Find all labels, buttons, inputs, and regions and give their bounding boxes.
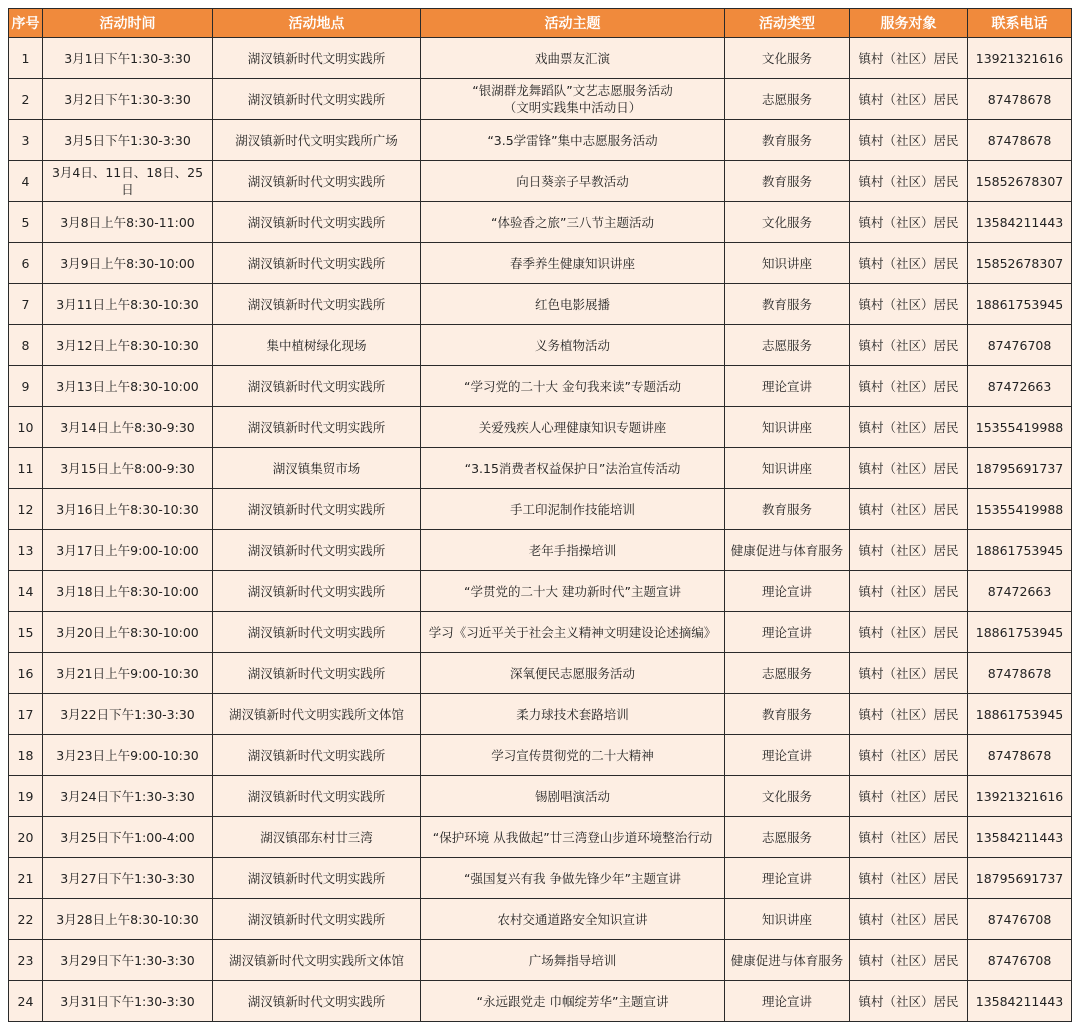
cell-place: 湖汊镇新时代文明实践所	[213, 489, 421, 530]
header-phone: 联系电话	[968, 9, 1072, 38]
table-row	[9, 940, 1072, 981]
cell-phone: 13584211443	[968, 202, 1072, 243]
header-time: 活动时间	[43, 9, 213, 38]
table-row	[9, 161, 1072, 202]
cell-index: 15	[9, 612, 43, 653]
cell-index: 3	[9, 120, 43, 161]
cell-index: 13	[9, 530, 43, 571]
cell-place: 湖汊镇集贸市场	[213, 448, 421, 489]
cell-target: 镇村（社区）居民	[850, 817, 968, 858]
cell-topic	[421, 284, 725, 325]
cell-phone: 87476708	[968, 325, 1072, 366]
cell-type: 理论宣讲	[725, 571, 850, 612]
cell-time-line: 3月8日上午8:30-11:00	[60, 214, 195, 230]
cell-index: 18	[9, 735, 43, 776]
cell-place: 湖汊镇新时代文明实践所	[213, 776, 421, 817]
table-row	[9, 448, 1072, 489]
cell-topic-line: “3.15消费者权益保护日”法治宣传活动	[464, 460, 681, 476]
cell-phone: 15852678307	[968, 161, 1072, 202]
cell-topic-line: “银湖群龙舞蹈队”文艺志愿服务活动	[472, 83, 673, 98]
table-row	[9, 981, 1072, 1022]
cell-type: 志愿服务	[725, 817, 850, 858]
cell-time-line: 3月4日、11日、18日、25	[51, 165, 204, 180]
cell-topic	[421, 735, 725, 776]
cell-time	[43, 571, 213, 612]
cell-type: 知识讲座	[725, 899, 850, 940]
cell-topic-line: “永远跟党走 巾帼绽芳华”主题宣讲	[476, 993, 669, 1009]
cell-time	[43, 243, 213, 284]
cell-phone: 15355419988	[968, 489, 1072, 530]
cell-target: 镇村（社区）居民	[850, 161, 968, 202]
cell-topic-line: “保护环境 从我做起”廿三湾登山步道环境整治行动	[432, 829, 713, 845]
cell-time	[43, 38, 213, 79]
cell-place: 湖汊镇新时代文明实践所	[213, 38, 421, 79]
cell-phone: 13584211443	[968, 981, 1072, 1022]
cell-index: 20	[9, 817, 43, 858]
cell-topic	[421, 571, 725, 612]
cell-type: 教育服务	[725, 120, 850, 161]
cell-time-line: 3月20日上午8:30-10:00	[56, 624, 199, 640]
cell-topic-line: 农村交通道路安全知识宣讲	[497, 911, 648, 927]
cell-time-line: 3月13日上午8:30-10:00	[56, 378, 199, 394]
cell-time-line: 日	[121, 182, 134, 197]
cell-type: 志愿服务	[725, 653, 850, 694]
cell-phone: 87478678	[968, 653, 1072, 694]
cell-topic-line: 柔力球技术套路培训	[516, 706, 629, 722]
cell-type: 志愿服务	[725, 79, 850, 120]
cell-topic-line: “学习党的二十大 金句我来读”专题活动	[464, 378, 681, 394]
cell-time	[43, 858, 213, 899]
cell-type: 教育服务	[725, 284, 850, 325]
cell-index: 17	[9, 694, 43, 735]
cell-time-line: 3月27日下午1:30-3:30	[60, 870, 195, 886]
cell-type: 理论宣讲	[725, 981, 850, 1022]
table-row	[9, 243, 1072, 284]
cell-time-line: 3月9日上午8:30-10:00	[60, 255, 195, 271]
cell-type: 理论宣讲	[725, 858, 850, 899]
cell-topic-line: 向日葵亲子早教活动	[516, 173, 629, 189]
cell-target: 镇村（社区）居民	[850, 653, 968, 694]
cell-type: 健康促进与体育服务	[725, 940, 850, 981]
cell-topic	[421, 858, 725, 899]
cell-place: 湖汊镇新时代文明实践所	[213, 243, 421, 284]
cell-type: 文化服务	[725, 202, 850, 243]
cell-time-line: 3月24日下午1:30-3:30	[60, 788, 195, 804]
cell-index: 16	[9, 653, 43, 694]
cell-place: 湖汊镇新时代文明实践所	[213, 653, 421, 694]
cell-time	[43, 366, 213, 407]
table-row	[9, 489, 1072, 530]
cell-target: 镇村（社区）居民	[850, 571, 968, 612]
cell-phone: 18861753945	[968, 284, 1072, 325]
cell-index: 21	[9, 858, 43, 899]
cell-time	[43, 530, 213, 571]
cell-place: 湖汊镇新时代文明实践所	[213, 858, 421, 899]
cell-place: 湖汊镇新时代文明实践所	[213, 161, 421, 202]
cell-index: 5	[9, 202, 43, 243]
cell-time-line: 3月15日上午8:00-9:30	[60, 460, 195, 476]
table-header-row	[9, 9, 1072, 38]
cell-index: 7	[9, 284, 43, 325]
table-row	[9, 530, 1072, 571]
cell-topic-line: 春季养生健康知识讲座	[509, 255, 635, 271]
cell-time	[43, 489, 213, 530]
cell-index: 11	[9, 448, 43, 489]
cell-phone: 13921321616	[968, 776, 1072, 817]
cell-time	[43, 817, 213, 858]
cell-topic-line: 锡剧唱演活动	[534, 788, 610, 804]
cell-phone: 13584211443	[968, 817, 1072, 858]
cell-index: 24	[9, 981, 43, 1022]
cell-index: 4	[9, 161, 43, 202]
cell-type: 理论宣讲	[725, 366, 850, 407]
table-row	[9, 120, 1072, 161]
cell-phone: 15355419988	[968, 407, 1072, 448]
header-index: 序号	[9, 9, 43, 38]
cell-time-line: 3月31日下午1:30-3:30	[60, 993, 195, 1009]
cell-time	[43, 694, 213, 735]
cell-type: 教育服务	[725, 161, 850, 202]
cell-topic-line: 学习《习近平关于社会主义精神文明建设论述摘编》	[428, 624, 717, 640]
cell-index: 1	[9, 38, 43, 79]
cell-place: 湖汊镇新时代文明实践所	[213, 571, 421, 612]
cell-type: 教育服务	[725, 489, 850, 530]
cell-topic-line: “强国复兴有我 争做先锋少年”主题宣讲	[464, 870, 681, 886]
table-row	[9, 817, 1072, 858]
cell-time	[43, 284, 213, 325]
cell-time	[43, 325, 213, 366]
cell-topic-line: （文明实践集中活动日）	[503, 100, 642, 115]
cell-phone: 87478678	[968, 735, 1072, 776]
cell-topic	[421, 981, 725, 1022]
cell-type: 知识讲座	[725, 407, 850, 448]
cell-time	[43, 653, 213, 694]
cell-time	[43, 735, 213, 776]
cell-phone: 18861753945	[968, 530, 1072, 571]
cell-time-line: 3月25日下午1:00-4:00	[60, 829, 195, 845]
cell-time	[43, 776, 213, 817]
cell-index: 23	[9, 940, 43, 981]
cell-time-line: 3月28日上午8:30-10:30	[56, 911, 199, 927]
cell-type: 文化服务	[725, 776, 850, 817]
table-row	[9, 694, 1072, 735]
table-row	[9, 325, 1072, 366]
cell-topic	[421, 202, 725, 243]
cell-phone: 87478678	[968, 79, 1072, 120]
cell-topic-line: 深氧便民志愿服务活动	[509, 665, 635, 681]
cell-target: 镇村（社区）居民	[850, 79, 968, 120]
cell-target: 镇村（社区）居民	[850, 38, 968, 79]
cell-index: 9	[9, 366, 43, 407]
cell-topic	[421, 161, 725, 202]
cell-time	[43, 79, 213, 120]
cell-topic	[421, 530, 725, 571]
cell-type: 理论宣讲	[725, 612, 850, 653]
cell-target: 镇村（社区）居民	[850, 694, 968, 735]
cell-topic	[421, 653, 725, 694]
cell-target: 镇村（社区）居民	[850, 981, 968, 1022]
cell-time-line: 3月16日上午8:30-10:30	[56, 501, 199, 517]
header-topic: 活动主题	[421, 9, 725, 38]
table-row	[9, 858, 1072, 899]
cell-topic	[421, 448, 725, 489]
cell-topic-line: 广场舞指导培训	[528, 952, 617, 968]
cell-time-line: 3月11日上午8:30-10:30	[56, 296, 199, 312]
cell-target: 镇村（社区）居民	[850, 899, 968, 940]
cell-time-line: 3月29日下午1:30-3:30	[60, 952, 195, 968]
cell-topic-line: 老年手指操培训	[528, 542, 617, 558]
cell-time-line: 3月14日上午8:30-9:30	[60, 419, 195, 435]
cell-phone: 15852678307	[968, 243, 1072, 284]
cell-topic	[421, 776, 725, 817]
cell-place: 湖汊镇新时代文明实践所	[213, 366, 421, 407]
cell-time-line: 3月5日下午1:30-3:30	[64, 132, 191, 148]
cell-target: 镇村（社区）居民	[850, 243, 968, 284]
cell-target: 镇村（社区）居民	[850, 735, 968, 776]
cell-time-line: 3月12日上午8:30-10:30	[56, 337, 199, 353]
table-row	[9, 38, 1072, 79]
cell-phone: 87478678	[968, 120, 1072, 161]
table-row	[9, 571, 1072, 612]
cell-topic	[421, 79, 725, 120]
cell-time-line: 3月2日下午1:30-3:30	[64, 91, 191, 107]
cell-time	[43, 448, 213, 489]
cell-type: 志愿服务	[725, 325, 850, 366]
cell-time-line: 3月22日下午1:30-3:30	[60, 706, 195, 722]
cell-topic-line: 戏曲票友汇演	[534, 50, 610, 66]
table-row	[9, 735, 1072, 776]
cell-topic	[421, 899, 725, 940]
cell-topic	[421, 694, 725, 735]
cell-place: 湖汊镇新时代文明实践所	[213, 284, 421, 325]
cell-target: 镇村（社区）居民	[850, 612, 968, 653]
cell-place: 湖汊镇新时代文明实践所	[213, 612, 421, 653]
cell-target: 镇村（社区）居民	[850, 940, 968, 981]
cell-index: 10	[9, 407, 43, 448]
cell-time-line: 3月18日上午8:30-10:00	[56, 583, 199, 599]
cell-target: 镇村（社区）居民	[850, 858, 968, 899]
cell-place: 集中植树绿化现场	[213, 325, 421, 366]
cell-phone: 18795691737	[968, 448, 1072, 489]
cell-target: 镇村（社区）居民	[850, 366, 968, 407]
cell-target: 镇村（社区）居民	[850, 489, 968, 530]
cell-index: 12	[9, 489, 43, 530]
cell-place: 湖汊镇邵东村廿三湾	[213, 817, 421, 858]
header-type: 活动类型	[725, 9, 850, 38]
cell-topic	[421, 407, 725, 448]
cell-index: 19	[9, 776, 43, 817]
cell-target: 镇村（社区）居民	[850, 776, 968, 817]
cell-index: 2	[9, 79, 43, 120]
cell-topic	[421, 489, 725, 530]
table-row	[9, 776, 1072, 817]
cell-time	[43, 612, 213, 653]
table-row	[9, 653, 1072, 694]
cell-time	[43, 120, 213, 161]
cell-topic	[421, 612, 725, 653]
cell-topic	[421, 325, 725, 366]
cell-phone: 87472663	[968, 366, 1072, 407]
cell-time-line: 3月1日下午1:30-3:30	[64, 50, 191, 66]
cell-topic-line: 义务植物活动	[534, 337, 610, 353]
table-row	[9, 79, 1072, 120]
cell-type: 知识讲座	[725, 243, 850, 284]
cell-time	[43, 202, 213, 243]
cell-type: 健康促进与体育服务	[725, 530, 850, 571]
cell-place: 湖汊镇新时代文明实践所	[213, 79, 421, 120]
cell-type: 文化服务	[725, 38, 850, 79]
cell-place: 湖汊镇新时代文明实践所	[213, 981, 421, 1022]
cell-topic	[421, 38, 725, 79]
cell-topic-line: 关爱残疾人心理健康知识专题讲座	[478, 419, 667, 435]
cell-topic-line: “3.5学雷锋”集中志愿服务活动	[487, 132, 658, 148]
cell-index: 22	[9, 899, 43, 940]
cell-topic	[421, 243, 725, 284]
cell-place: 湖汊镇新时代文明实践所	[213, 407, 421, 448]
cell-time-line: 3月17日上午9:00-10:00	[56, 542, 199, 558]
table-row	[9, 202, 1072, 243]
cell-phone: 13921321616	[968, 38, 1072, 79]
cell-index: 8	[9, 325, 43, 366]
cell-target: 镇村（社区）居民	[850, 530, 968, 571]
header-place: 活动地点	[213, 9, 421, 38]
cell-topic-line: “体验香之旅”三八节主题活动	[491, 214, 654, 230]
activity-schedule-table	[8, 8, 1072, 1022]
cell-target: 镇村（社区）居民	[850, 325, 968, 366]
cell-topic	[421, 940, 725, 981]
cell-topic-line: 手工印泥制作技能培训	[509, 501, 635, 517]
cell-topic	[421, 120, 725, 161]
table-row	[9, 284, 1072, 325]
cell-type: 理论宣讲	[725, 735, 850, 776]
table-row	[9, 899, 1072, 940]
cell-phone: 18861753945	[968, 612, 1072, 653]
cell-target: 镇村（社区）居民	[850, 284, 968, 325]
cell-place: 湖汊镇新时代文明实践所文体馆	[213, 940, 421, 981]
cell-time	[43, 940, 213, 981]
cell-time	[43, 981, 213, 1022]
cell-time	[43, 899, 213, 940]
header-target: 服务对象	[850, 9, 968, 38]
cell-place: 湖汊镇新时代文明实践所	[213, 735, 421, 776]
cell-place: 湖汊镇新时代文明实践所	[213, 202, 421, 243]
table-row	[9, 366, 1072, 407]
cell-place: 湖汊镇新时代文明实践所	[213, 530, 421, 571]
cell-index: 6	[9, 243, 43, 284]
cell-topic-line: 学习宣传贯彻党的二十大精神	[491, 747, 654, 763]
cell-place: 湖汊镇新时代文明实践所	[213, 899, 421, 940]
cell-phone: 87472663	[968, 571, 1072, 612]
table-row	[9, 612, 1072, 653]
cell-topic-line: 红色电影展播	[534, 296, 610, 312]
cell-place: 湖汊镇新时代文明实践所广场	[213, 120, 421, 161]
cell-time-line: 3月21日上午9:00-10:30	[56, 665, 199, 681]
cell-time	[43, 161, 213, 202]
cell-place: 湖汊镇新时代文明实践所文体馆	[213, 694, 421, 735]
cell-type: 知识讲座	[725, 448, 850, 489]
table-body	[9, 38, 1072, 1022]
cell-time	[43, 407, 213, 448]
cell-target: 镇村（社区）居民	[850, 202, 968, 243]
cell-phone: 87476708	[968, 899, 1072, 940]
cell-index: 14	[9, 571, 43, 612]
cell-phone: 18795691737	[968, 858, 1072, 899]
cell-topic	[421, 366, 725, 407]
cell-target: 镇村（社区）居民	[850, 120, 968, 161]
cell-phone: 87476708	[968, 940, 1072, 981]
cell-phone: 18861753945	[968, 694, 1072, 735]
cell-target: 镇村（社区）居民	[850, 448, 968, 489]
cell-type: 教育服务	[725, 694, 850, 735]
table-row	[9, 407, 1072, 448]
cell-time-line: 3月23日上午9:00-10:30	[56, 747, 199, 763]
cell-topic-line: “学贯党的二十大 建功新时代”主题宣讲	[464, 583, 681, 599]
cell-target: 镇村（社区）居民	[850, 407, 968, 448]
cell-topic	[421, 817, 725, 858]
